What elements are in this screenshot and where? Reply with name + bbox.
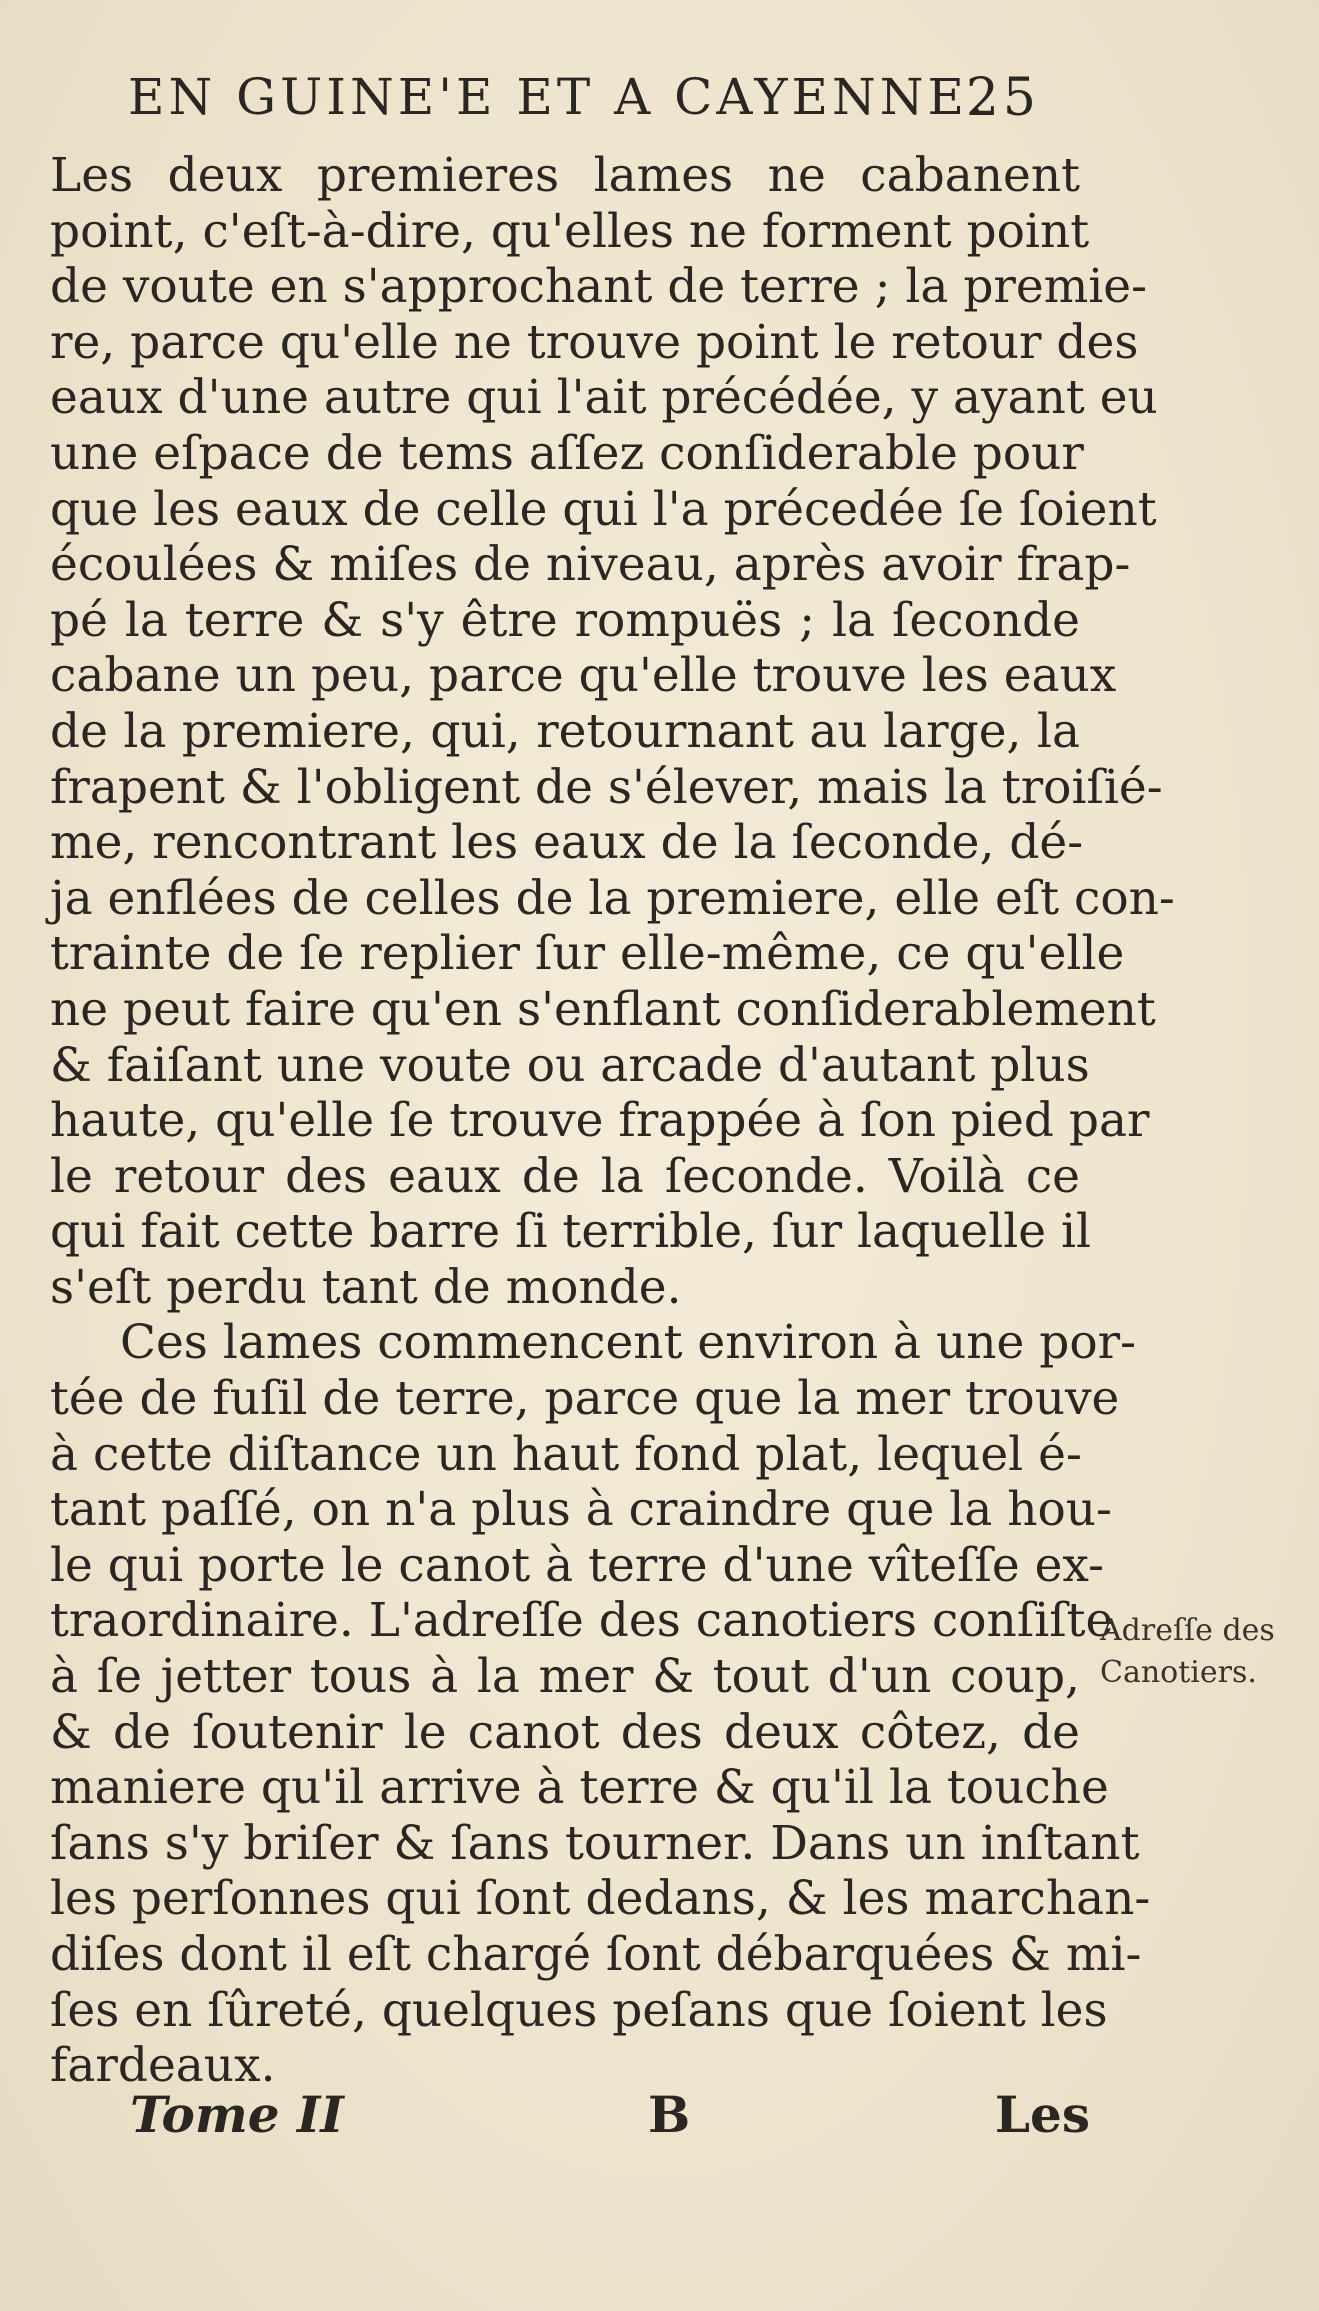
text-line: fardeaux. [50, 2038, 276, 2094]
marginal-note-line: Canotiers. [1100, 1655, 1257, 1690]
text-line: haute, qu'elle ſe trouve frappée à ſon pied par [50, 1093, 1150, 1149]
page-footer [130, 2085, 1090, 2155]
text-line: une eſpace de tems aſſez conſiderable pour [50, 425, 1084, 481]
text-line: & faiſant une voute ou arcade d'autant plus [50, 1037, 1090, 1093]
text-line: Ces lames commencent environ à une por- [120, 1315, 1137, 1371]
running-head [128, 68, 1040, 138]
text-line: à ſe jetter tous à la mer & tout d'un coup, [50, 1649, 1080, 1705]
marginal-note [1100, 1610, 1315, 1694]
text-line: point, c'eſt-à-dire, qu'elles ne forment point [50, 203, 1090, 259]
text-line: Les deux premieres lames ne cabanent [50, 148, 1080, 203]
text-line: re, parce qu'elle ne trouve point le retour des [50, 314, 1139, 370]
text-line: cabane un peu, parce qu'elle trouve les eaux [50, 648, 1117, 704]
text-line: tant paſſé, on n'a plus à craindre que la hou- [50, 1482, 1112, 1538]
text-line: ſans s'y briſer & ſans tourner. Dans un inſtant [50, 1815, 1140, 1871]
text-line: à cette diſtance un haut fond plat, lequel é- [50, 1426, 1082, 1482]
text-line: s'eſt perdu tant de monde. [50, 1259, 682, 1315]
text-line: traordinaire. L'adreſſe des canotiers conſiſte [50, 1593, 1114, 1649]
text-line: le qui porte le canot à terre d'une vîteſſe ex- [50, 1537, 1104, 1593]
text-line: de voute en s'approchant de terre ; la premie- [50, 259, 1147, 315]
text-line: ja enflées de celles de la premiere, elle eſt con- [50, 870, 1175, 926]
page-number: 25 [965, 68, 1040, 128]
text-line: que les eaux de celle qui l'a précedée ſe ſoient [50, 481, 1157, 537]
text-line: trainte de ſe replier ſur elle-même, ce qu'elle [50, 926, 1125, 982]
volume-label: Tome II [130, 2085, 344, 2144]
text-line: frapent & l'obligent de s'élever, mais la troiſié- [50, 759, 1163, 815]
text-line: eaux d'une autre qui l'ait précédée, y ayant eu [50, 370, 1158, 426]
text-line: de la premiere, qui, retournant au large, la [50, 703, 1080, 759]
text-line: les perſonnes qui ſont dedans, & les marchan- [50, 1871, 1151, 1927]
catchword: Les [994, 2085, 1090, 2144]
text-line: le retour des eaux de la ſeconde. Voilà ce [50, 1148, 1080, 1204]
text-line: ſes en ſûreté, quelques peſans que ſoient les [50, 1982, 1108, 2038]
text-line: me, rencontrant les eaux de la ſeconde, dé- [50, 815, 1084, 871]
text-line: maniere qu'il arrive à terre & qu'il la touche [50, 1760, 1109, 1816]
body-text [50, 148, 1175, 2094]
text-line: pé la terre & s'y être rompuës ; la ſeconde [50, 592, 1080, 648]
running-head-title: EN GUINE'E ET A CAYENNE. [128, 68, 988, 126]
text-line: diſes dont il eſt chargé ſont débarquées & mi- [50, 1927, 1142, 1982]
text-line: écoulées & miſes de niveau, après avoir frap- [50, 537, 1131, 593]
text-line: & de ſoutenir le canot des deux côtez, de [50, 1704, 1080, 1760]
text-line: ne peut faire qu'en s'enflant conſiderablement [50, 981, 1156, 1037]
signature-mark: B [648, 2085, 691, 2144]
marginal-note-line: Adreſſe des [1100, 1613, 1275, 1648]
text-line: tée de fuſil de terre, parce que la mer trouve [50, 1371, 1120, 1427]
text-line: qui fait cette barre ſi terrible, ſur laquelle il [50, 1204, 1092, 1260]
